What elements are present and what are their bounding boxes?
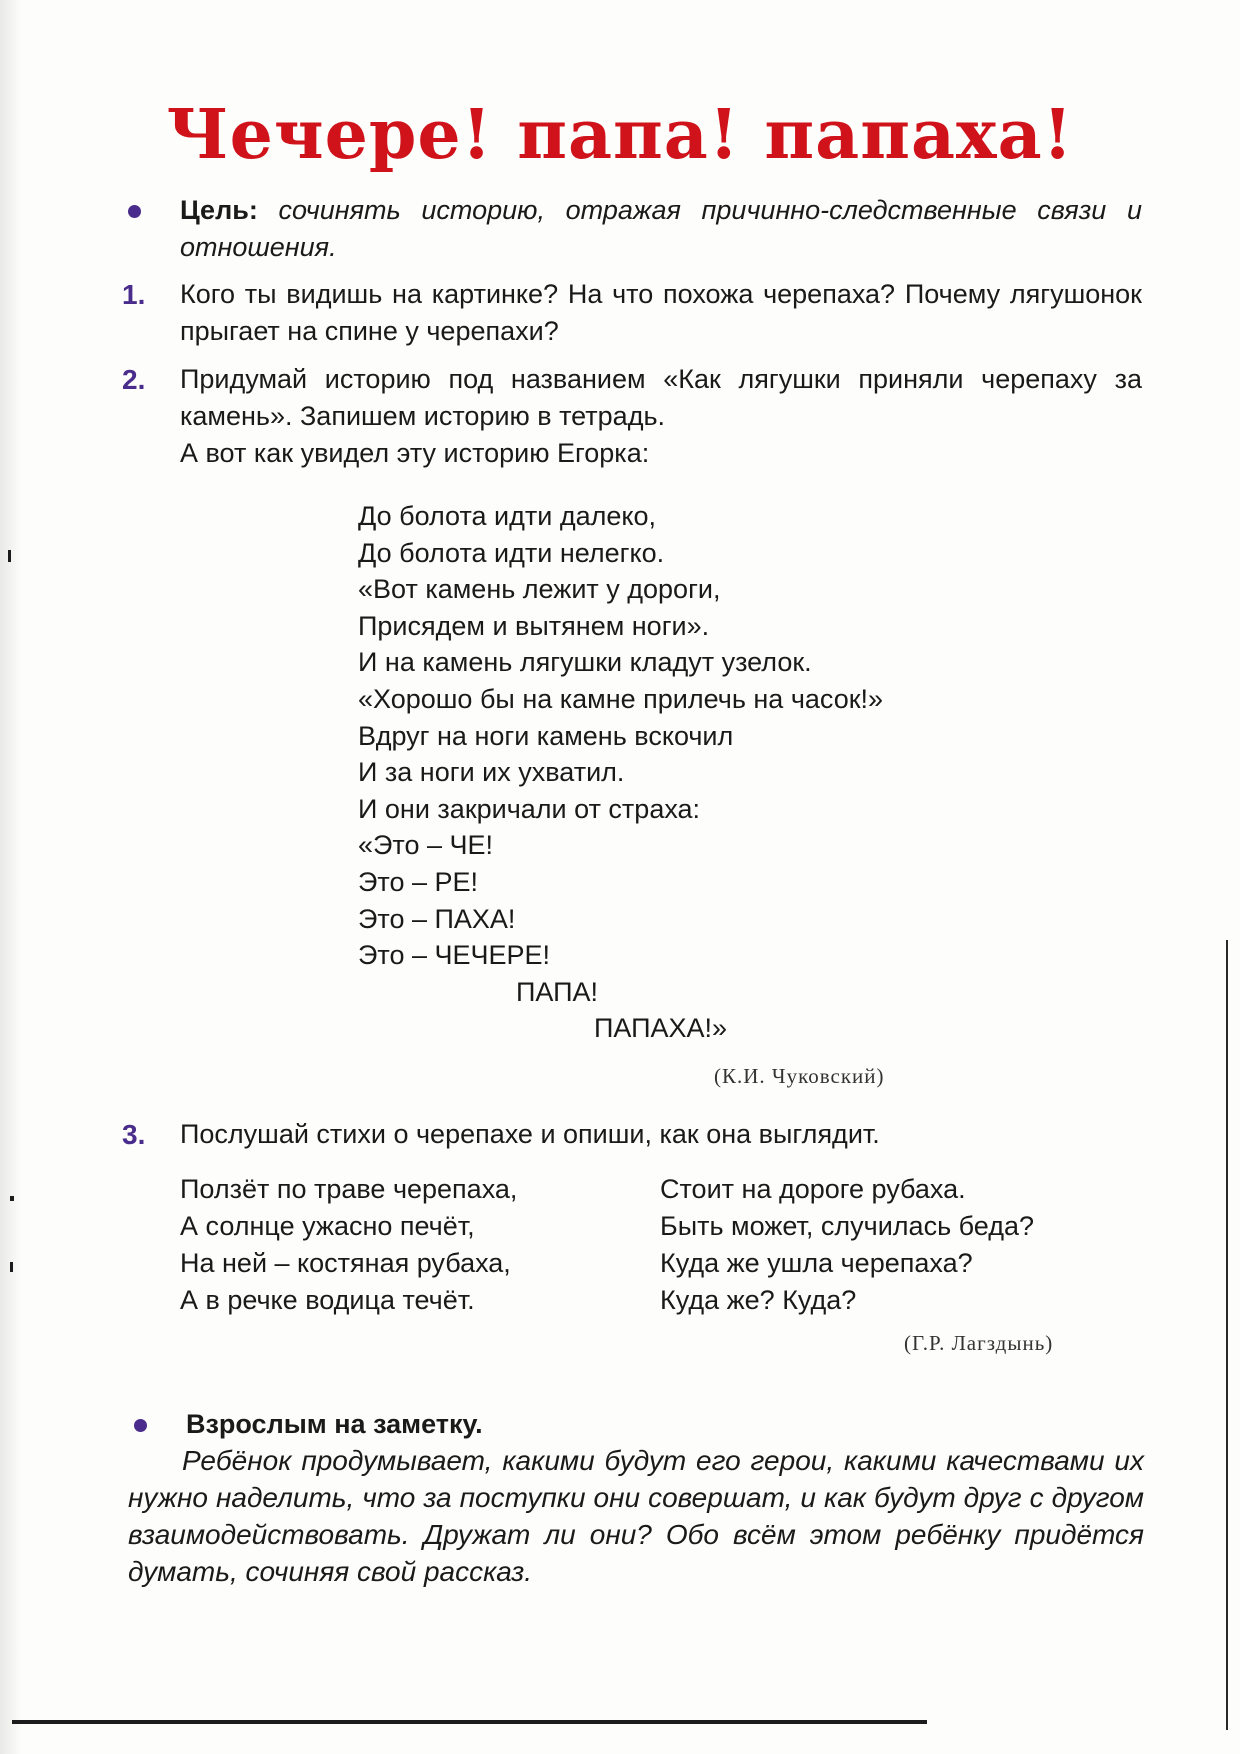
poem-line: Куда же? Куда? (660, 1285, 857, 1315)
note-heading-item (128, 1406, 1148, 1443)
note-text: Ребёнок продумывает, какими будут его герои, какими качествами их нужно наделить, что за поступки они совершат, и как будут друг с другом взаимодействовать. Дружат ли они? Обо всём этом ребёнку придётся думать, сочиняя свой рассказ. (128, 1445, 1144, 1587)
poem-line: ПАПА! (516, 976, 599, 1007)
task-2 (122, 361, 1142, 472)
poem-line: До болота идти нелегко. (358, 537, 665, 568)
page-title: Чечере! папа! папаха! (166, 95, 1074, 175)
task-text: Придумай историю под названием «Как лягушки приняли черепаху за камень». Запишем историю в тетрадь. (180, 364, 1142, 431)
poem-line: До болота идти далеко, (358, 501, 657, 531)
poem-line: А в речке водица течёт. (180, 1285, 475, 1315)
goal-item (122, 192, 1142, 266)
poem-line: Присядем и вытянем ноги». (358, 610, 710, 641)
bullet-icon (134, 1419, 147, 1432)
bottom-rule (12, 1720, 927, 1724)
poem-line: Вдруг на ноги камень вскочил (358, 720, 734, 751)
poem-stanza-left (180, 1171, 517, 1319)
scan-mark (10, 1196, 14, 1201)
poem-line: Это – ЧЕЧЕРЕ! (358, 940, 551, 971)
bullet-icon (128, 205, 141, 218)
note-heading: Взрослым на заметку. (186, 1409, 483, 1439)
scan-mark (8, 550, 11, 562)
poem-author: (К.И. Чуковский) (714, 1064, 885, 1088)
poem-line: Стоит на дороге рубаха. (660, 1174, 966, 1204)
task-number: 2. (122, 364, 146, 395)
poem-line: Это – РЕ! (358, 866, 479, 897)
poem-line: И они закричали от страха: (358, 793, 701, 824)
goal-label: Цель: (180, 195, 258, 225)
poem-line: А солнце ужасно печёт, (180, 1211, 475, 1241)
task-number: 1. (122, 279, 146, 310)
poem-author: (Г.Р. Лагздынь) (904, 1331, 1054, 1355)
task-number: 3. (122, 1119, 146, 1150)
goal-text: сочинять историю, отражая причинно-следственные связи и отношения. (180, 195, 1142, 262)
page-edge-line (1226, 940, 1228, 1730)
poem-line: ПАПАХА!» (594, 1013, 728, 1044)
poem-line: «Вот камень лежит у дороги, (358, 574, 721, 605)
poem-line: «Хорошо бы на камне прилечь на часок!» (358, 683, 884, 714)
task-1 (122, 276, 1142, 350)
poem-chukovsky (358, 498, 883, 1047)
poem-line: Это – ПАХА! (358, 903, 516, 934)
poem-line: На ней – костяная рубаха, (180, 1248, 511, 1278)
task-text: Кого ты видишь на картинке? На что похожа черепаха? Почему лягушонок прыгает на спине у черепахи? (180, 279, 1142, 346)
task-extra-text: А вот как увидел эту историю Егорка: (180, 438, 650, 468)
note-text-block (128, 1442, 1144, 1590)
poem-line: Быть может, случилась беда? (660, 1211, 1035, 1241)
poem-line: И за ноги их ухватил. (358, 757, 625, 788)
poem-line: И на камень лягушки кладут узелок. (358, 647, 812, 678)
poem-line: «Это – ЧЕ! (358, 830, 494, 861)
task-3 (122, 1116, 1142, 1153)
task-text: Послушай стихи о черепахе и опиши, как она выглядит. (180, 1119, 880, 1149)
poem-line: Куда же ушла черепаха? (660, 1248, 973, 1278)
poem-line: Ползёт по траве черепаха, (180, 1174, 518, 1204)
scan-mark (10, 1262, 13, 1272)
page-edge-shadow (0, 0, 22, 1754)
poem-stanza-right (660, 1171, 1034, 1319)
